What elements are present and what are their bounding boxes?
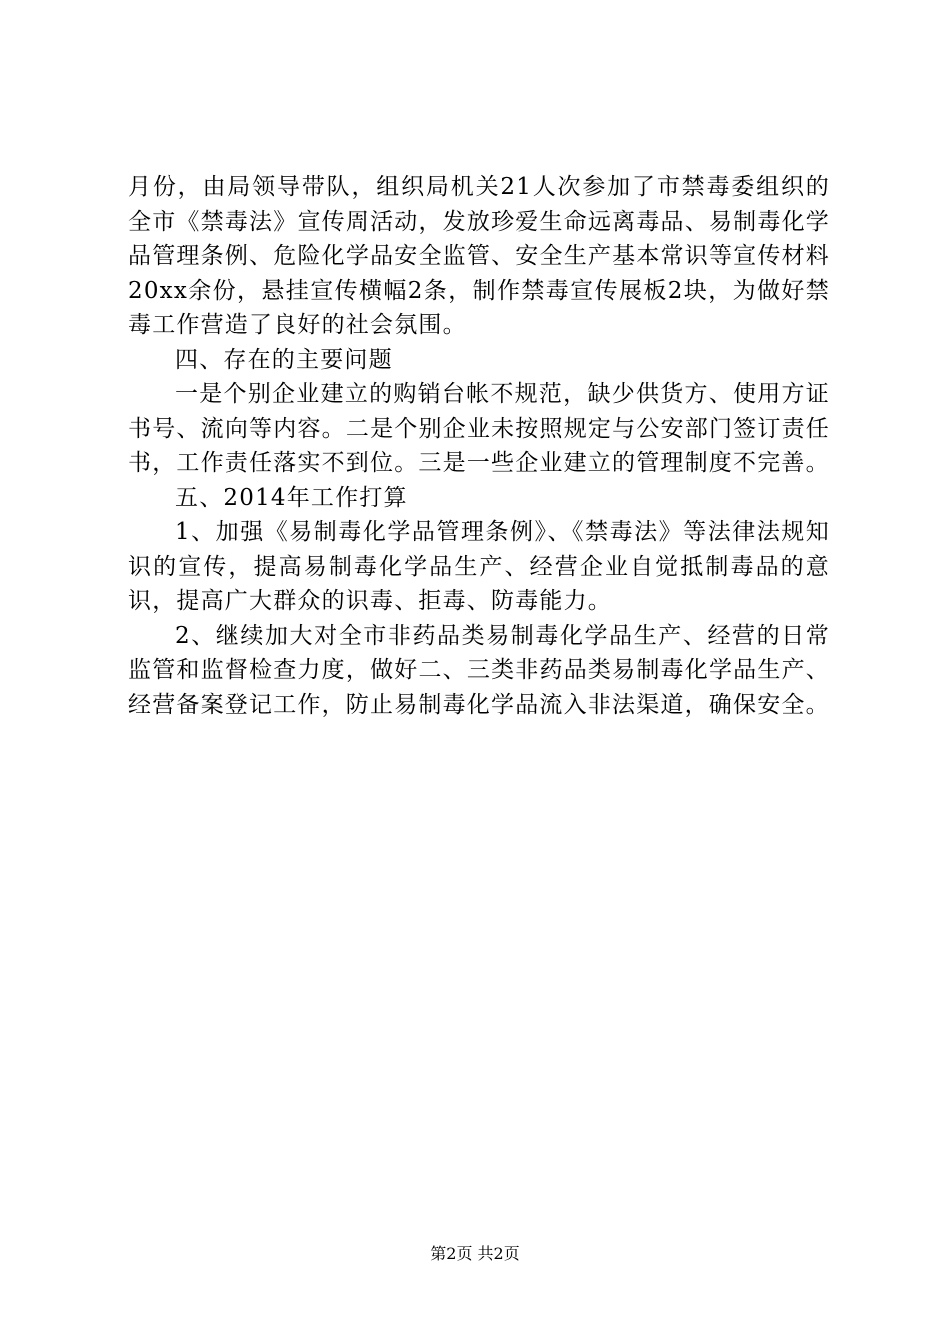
section-heading-problems: 四、存在的主要问题 (175, 346, 393, 373)
paragraph-plan-2: 2、继续加大对全市非药品类易制毒化学品生产、经营的日常监管和监督检查力度，做好二、三类非药品类易制毒化学品生产、经营备案登记工作，防止易制毒化学品流入非法渠道，确保安全。 (128, 622, 830, 718)
paragraph-continuation: 月份，由局领导带队，组织局机关21人次参加了市禁毒委组织的全市《禁毒法》宣传周活动，发放珍爱生命远离毒品、易制毒化学品管理条例、危险化学品安全监管、安全生产基本常识等宣传材料20xx余份，悬挂宣传横幅2条，制作禁毒宣传展板2块，为做好禁毒工作营造了良好的社会氛围。 (128, 174, 830, 338)
page-number-footer: 第2页 共2页 (430, 1244, 520, 1263)
paragraph-plan-1: 1、加强《易制毒化学品管理条例》、《禁毒法》等法律法规知识的宣传，提高易制毒化学品生产、经营企业自觉抵制毒品的意识，提高广大群众的识毒、拒毒、防毒能力。 (128, 519, 830, 614)
document-body (128, 170, 830, 722)
section-heading-plans: 五、2014年工作打算 (175, 484, 408, 511)
paragraph-problems: 一是个别企业建立的购销台帐不规范，缺少供货方、使用方证书号、流向等内容。二是个别企业未按照规定与公安部门签订责任书，工作责任落实不到位。三是一些企业建立的管理制度不完善。 (128, 381, 830, 476)
